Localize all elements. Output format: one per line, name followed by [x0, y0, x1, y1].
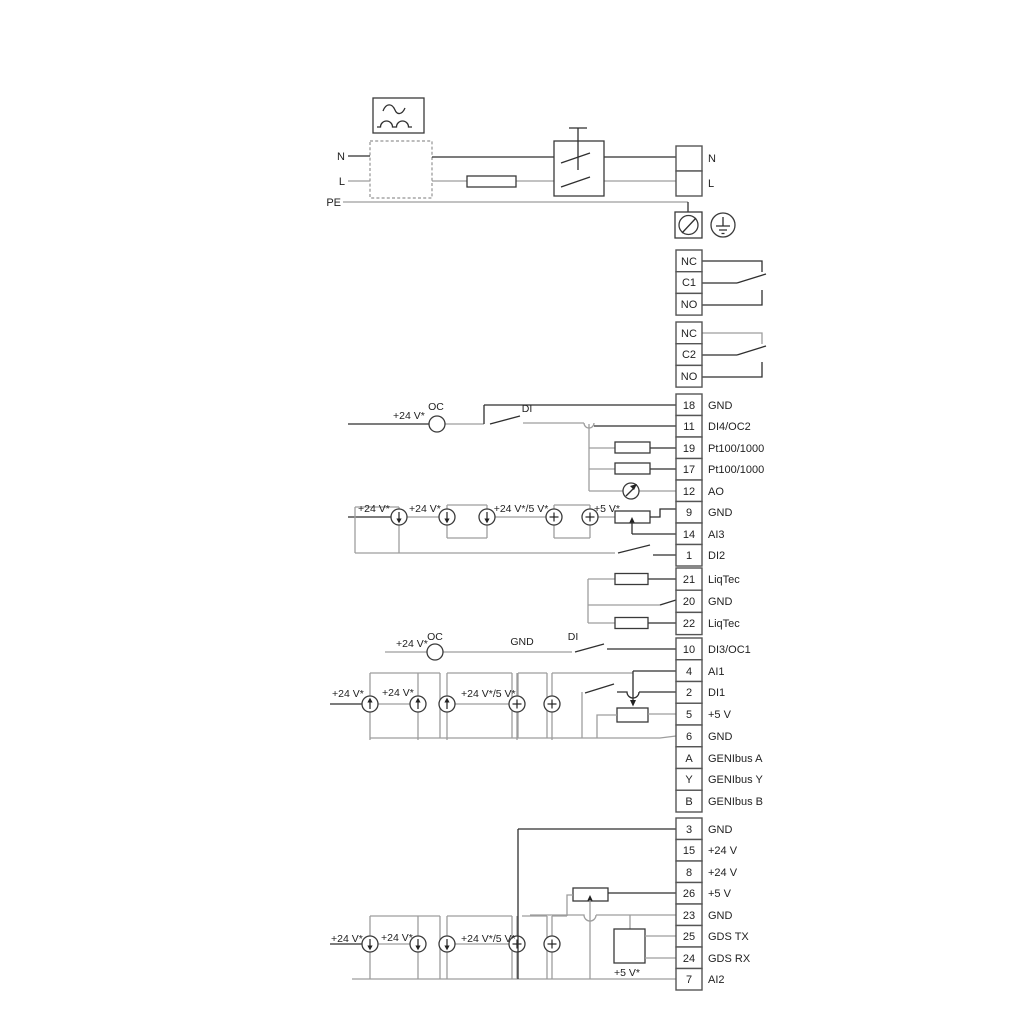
terminal-number: 4: [685, 666, 693, 678]
pt100-ao-circuit: [589, 424, 676, 499]
relay2-nc: NC: [681, 328, 697, 340]
terminal-label: GDS TX: [708, 931, 749, 943]
relay1-c1: C1: [681, 277, 697, 289]
current-source-icon: [479, 509, 495, 525]
current-source-icon: [439, 696, 455, 712]
relay1-nc: NC: [681, 256, 697, 268]
plus24v-label: +24 V*: [332, 688, 364, 700]
terminal-number: 2: [685, 687, 693, 699]
terminal-label: AI2: [708, 974, 725, 986]
terminal-label: DI3/OC1: [708, 644, 751, 656]
terminal-label: Pt100/1000: [708, 464, 765, 476]
power-section: [326, 98, 735, 238]
pe-label: PE: [326, 197, 341, 209]
terminal-label: Pt100/1000: [708, 443, 765, 455]
terminal-number: 15: [682, 845, 696, 857]
terminal-label: DI1: [708, 687, 726, 699]
pt100-resistor: [615, 442, 650, 453]
current-source-icon: [362, 696, 378, 712]
voltage-source-icon: [544, 696, 560, 712]
plus24v-5v-label: +24 V*/5 V*: [493, 503, 549, 515]
terminal-number: 19: [682, 443, 696, 455]
terminal-number: 5: [685, 709, 693, 721]
terminal-number: A: [685, 753, 693, 765]
terminal-number: 24: [682, 953, 696, 965]
potentiometer: [617, 708, 648, 722]
plus24v-label: +24 V*: [331, 933, 363, 945]
terminal-group-d: [676, 818, 751, 990]
liqtec-resistor: [615, 618, 648, 629]
ac-supply-icon: [373, 98, 424, 133]
terminal-number: 18: [682, 400, 696, 412]
terminal-number: 6: [685, 731, 693, 743]
terminal-label: DI4/OC2: [708, 421, 751, 433]
terminal-label: LiqTec: [708, 618, 740, 630]
n-left-label: N: [337, 151, 345, 163]
open-collector-icon: [427, 644, 443, 660]
relay-1: [676, 250, 766, 315]
terminal-number: 21: [682, 574, 696, 586]
plus24v-label: +24 V*: [409, 503, 441, 515]
current-source-icon: [391, 509, 407, 525]
protective-earth-icon: [711, 213, 735, 237]
terminal-number: 10: [682, 644, 696, 656]
current-source-icon: [439, 936, 455, 952]
plus24v-label: +24 V*: [396, 638, 428, 650]
terminal-label: +24 V: [708, 867, 738, 879]
analog-cluster-ai3: [348, 503, 676, 555]
terminal-label: +24 V: [708, 845, 738, 857]
terminal-label: GND: [708, 910, 733, 922]
terminal-label: +5 V: [708, 888, 731, 900]
voltage-source-icon: [546, 509, 562, 525]
di-label: DI: [567, 631, 579, 643]
terminal-group-c: [676, 638, 763, 812]
di-label: DI: [521, 403, 533, 415]
terminal-number: 3: [685, 824, 693, 836]
emc-filter-box: [370, 141, 432, 198]
current-source-icon: [362, 936, 378, 952]
terminal-label: +5 V: [708, 709, 731, 721]
terminal-number: 17: [682, 464, 696, 476]
terminal-label: GND: [708, 507, 733, 519]
terminal-number: 25: [682, 931, 696, 943]
pt100-resistor: [615, 463, 650, 474]
gds-sensor-box: [614, 929, 645, 963]
di3-oc1-circuit: [385, 631, 676, 660]
terminal-number: 11: [683, 421, 695, 433]
plus5v-label: +5 V*: [594, 503, 620, 515]
open-collector-icon: [429, 416, 445, 432]
mains-switch: [554, 128, 604, 196]
voltage-source-icon: [544, 936, 560, 952]
analog-cluster-ai2: [330, 829, 676, 979]
terminal-number: 26: [682, 888, 696, 900]
mains-terminal-block: [676, 146, 716, 196]
terminal-label: DI2: [708, 550, 726, 562]
terminal-label: GENIbus Y: [708, 774, 763, 786]
liqtec-resistor: [615, 574, 648, 585]
terminal-number: 9: [685, 507, 693, 519]
terminal-number: 8: [685, 867, 693, 879]
terminal-number: 23: [682, 910, 696, 922]
plus24v-label: +24 V*: [382, 687, 414, 699]
plus24v-label: +24 V*: [393, 410, 425, 422]
relay-2: [676, 322, 766, 387]
terminal-label: GENIbus B: [708, 796, 764, 808]
oc-label: OC: [428, 401, 444, 413]
plus5v-label: +5 V*: [614, 967, 640, 979]
terminal-group-a: [676, 394, 764, 566]
relay2-c2: C2: [681, 349, 697, 361]
terminal-number: 1: [685, 550, 693, 562]
liqtec-circuit: [588, 574, 676, 629]
di4-oc2-circuit: [348, 401, 676, 432]
relay2-no: NO: [680, 371, 698, 383]
l-right-label: L: [708, 178, 715, 190]
plus24v-label: +24 V*: [358, 503, 390, 515]
terminal-label: GENIbus A: [708, 753, 763, 765]
terminal-label: GND: [708, 731, 733, 743]
fuse: [467, 176, 516, 187]
plus24v-5v-label: +24 V*/5 V*: [461, 933, 516, 945]
terminal-label: GND: [708, 400, 733, 412]
terminal-label: AI1: [708, 666, 725, 678]
terminal-number: 14: [682, 529, 696, 541]
terminal-number: 20: [682, 596, 696, 608]
gnd-label: GND: [510, 636, 534, 648]
current-source-icon: [439, 509, 455, 525]
terminal-number: 7: [685, 974, 693, 986]
terminal-number: 22: [682, 618, 696, 630]
terminal-number: B: [685, 796, 693, 808]
analog-cluster-ai1: [330, 671, 676, 740]
oc-label: OC: [427, 631, 443, 643]
n-right-label: N: [708, 153, 716, 165]
terminal-label: LiqTec: [708, 574, 740, 586]
terminal-label: AO: [708, 486, 724, 498]
terminal-group-b: [676, 568, 740, 635]
terminal-label: AI3: [708, 529, 725, 541]
earth-terminal-icon: [675, 212, 702, 238]
plus24v-5v-label: +24 V*/5 V*: [461, 688, 516, 700]
relay1-no: NO: [680, 299, 698, 311]
terminal-label: GND: [708, 824, 733, 836]
terminal-label: GND: [708, 596, 733, 608]
plus24v-label: +24 V*: [381, 932, 413, 944]
terminal-number: 12: [682, 486, 696, 498]
terminal-number: Y: [685, 774, 693, 786]
l-left-label: L: [338, 176, 345, 188]
terminal-label: GDS RX: [708, 953, 751, 965]
